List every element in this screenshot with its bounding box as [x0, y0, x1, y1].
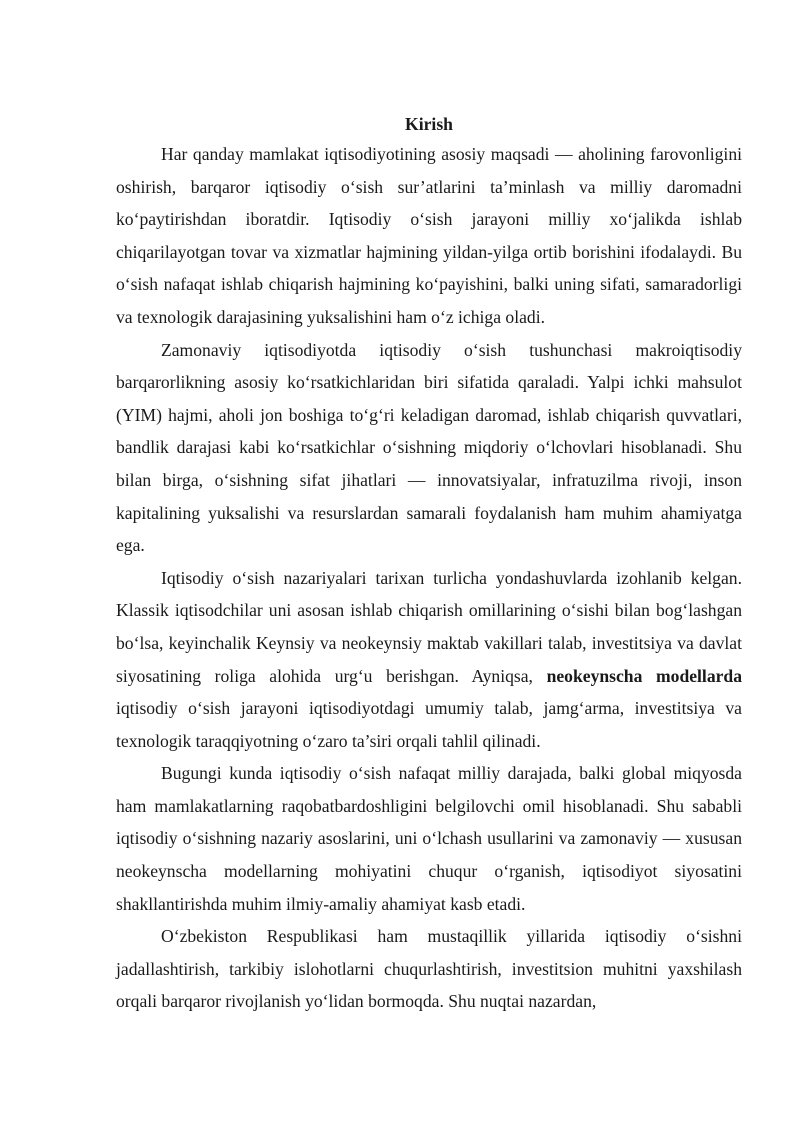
paragraph-3-text-before: Iqtisodiy o‘sish nazariyalari tarixan turlicha yondashuvlarda izohlanib kelgan. Klassik iqtisodchilar uni asosan ishlab chiqarish omillarining o‘sishi bilan bog‘lashgan bo‘lsa, keyinchalik Keynsiy va neokeynsiy maktab vakillari talab, investitsiya va davlat siyosatining roliga alohida urg‘u berishgan. Ayniqsa,	[116, 567, 742, 686]
paragraph-3-text-after: iqtisodiy o‘sish jarayoni iqtisodiyotdagi umumiy talab, jamg‘arma, investitsiya va texnologik taraqqiyotning o‘zaro ta’siri orqali tahlil qilinadi.	[116, 698, 742, 751]
document-page	[116, 110, 742, 1018]
section-heading: Kirish	[405, 114, 453, 134]
paragraph-4: Bugungi kunda iqtisodiy o‘sish nafaqat milliy darajada, balki global miqyosda ham mamlakatlarning raqobatbardoshligini belgilovchi omil hisoblanadi. Shu sababli iqtisodiy o‘sishning nazariy asoslarini, uni o‘lchash usullarini va zamonaviy — xususan neokeynscha modellarning mohiyatini chuqur o‘rganish, iqtisodiyot siyosatini shakllantirishda muhim ilmiy-amaliy ahamiyat kasb etadi.	[116, 763, 742, 914]
paragraph-3	[116, 562, 742, 758]
bold-term: neokeynscha modellarda	[546, 665, 743, 686]
paragraph-5: O‘zbekiston Respublikasi ham mustaqillik yillarida iqtisodiy o‘sishni jadallashtirish, tarkibiy islohotlarni chuqurlashtirish, investitsion muhitni yaxshilash orqali barqaror rivojlanish yo‘lidan bormoqda. Shu nuqtai nazardan,	[116, 926, 742, 1012]
paragraph-2: Zamonaviy iqtisodiyotda iqtisodiy o‘sish tushunchasi makroiqtisodiy barqarorlikning asosiy ko‘rsatkichlaridan biri sifatida qaraladi. Yalpi ichki mahsulot (YIM) hajmi, aholi jon boshiga to‘g‘ri keladigan daromad, ishlab chiqarish quvvatlari, bandlik darajasi kabi ko‘rsatkichlar o‘sishning miqdoriy o‘lchovlari hisoblanadi. Shu bilan birga, o‘sishning sifat jihatlari — innovatsiyalar, infratuzilma rivoji, inson kapitalining yuksalishi va resurslardan samarali foydalanish ham muhim ahamiyatga ega.	[116, 339, 742, 556]
paragraph-1: Har qanday mamlakat iqtisodiyotining asosiy maqsadi — aholining farovonligini oshirish, barqaror iqtisodiy o‘sish sur’atlarini ta’minlash va milliy daromadni ko‘paytirishdan iboratdir. Iqtisodiy o‘sish jarayoni milliy xo‘jalikda ishlab chiqarilayotgan tovar va xizmatlar hajmining yildan-yilga ortib borishini ifodalaydi. Bu o‘sish nafaqat ishlab chiqarish hajmining ko‘payishini, balki uning sifati, samaradorligi va texnologik darajasining yuksalishini ham o‘z ichiga oladi.	[116, 144, 742, 327]
